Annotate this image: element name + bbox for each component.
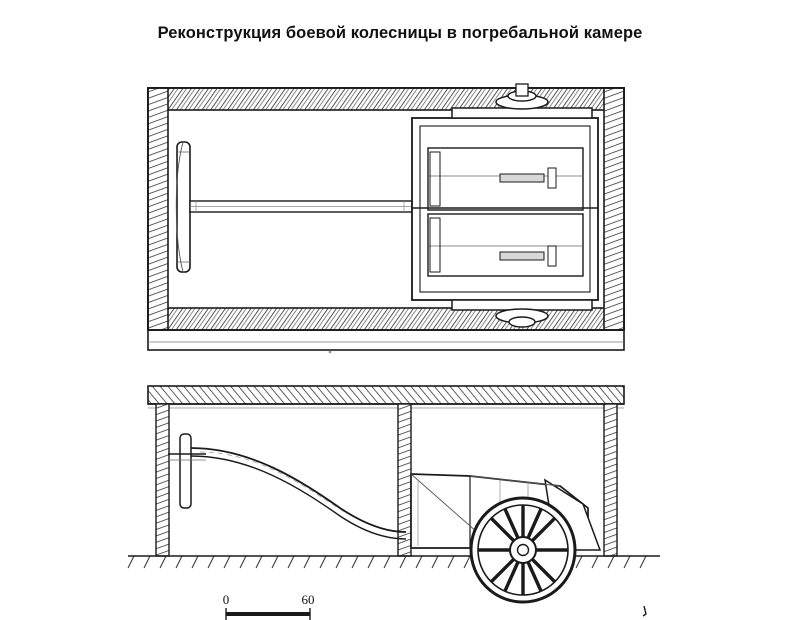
section-wheel (471, 498, 575, 602)
chariot-reconstruction-drawing (0, 56, 800, 620)
page-title: Реконструкция боевой колесницы в погребальной камере (157, 24, 643, 42)
plan-draught-pole (190, 201, 412, 212)
scale-bar (223, 592, 315, 620)
plan-yoke (176, 142, 190, 272)
stray-ink-mark (643, 606, 646, 616)
plan-floor-mark (329, 351, 332, 354)
section-draught-pole (191, 448, 406, 539)
plan-view (148, 84, 624, 353)
scale-end-label: 60 (301, 592, 315, 607)
section-roof-beam (148, 386, 624, 408)
section-view (128, 386, 660, 620)
section-yoke (168, 434, 206, 508)
section-ground-line (128, 556, 660, 568)
drawing-area (0, 56, 800, 620)
plan-chariot-body (412, 118, 598, 300)
scale-start-label: 0 (222, 592, 230, 607)
